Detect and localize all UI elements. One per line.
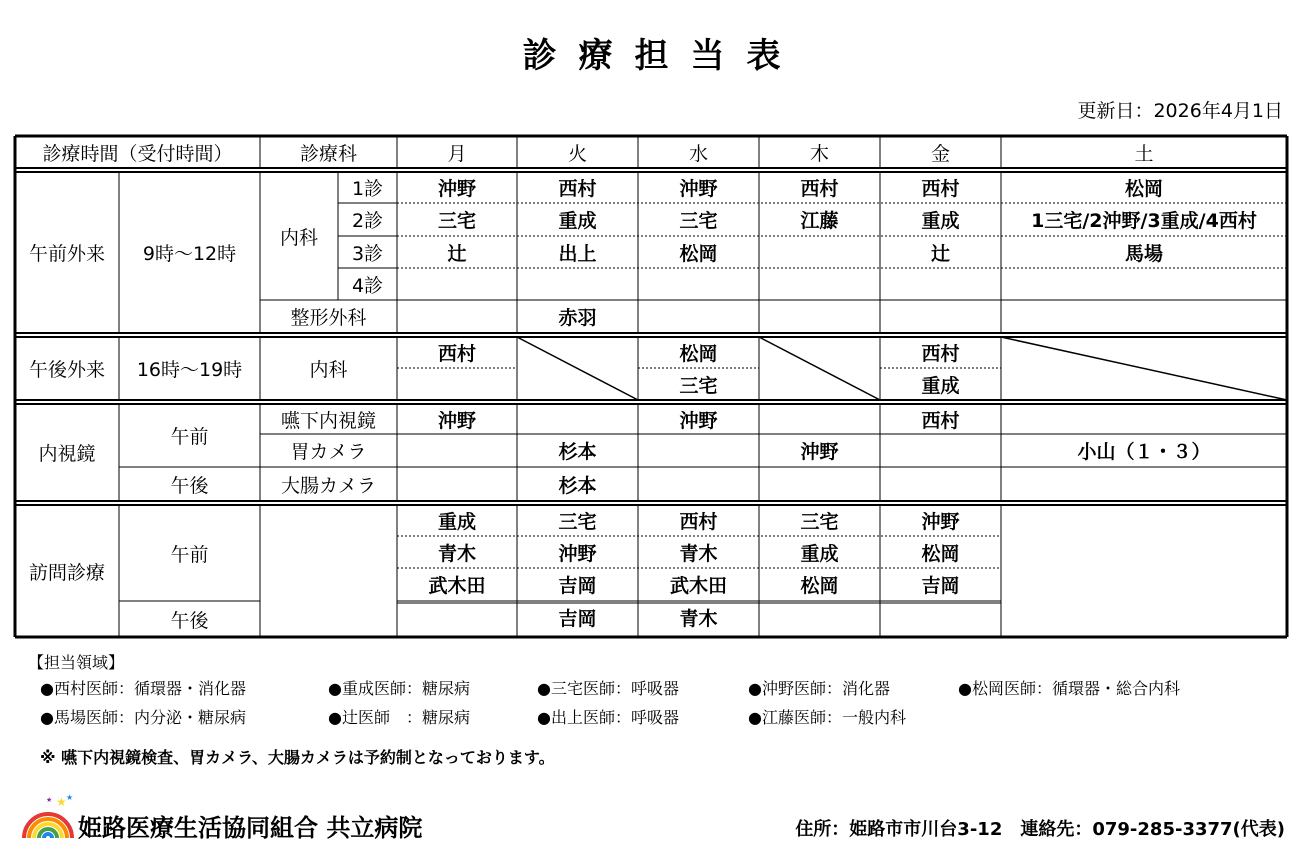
doctor-cell: 青木: [679, 542, 718, 565]
doctor-cell: 武木田: [428, 575, 486, 597]
room-label: 3診: [351, 242, 384, 265]
doctor-cell: 三宅: [800, 511, 839, 533]
room-label: 1診: [351, 178, 384, 200]
legend-item: ●辻医師 ：糖尿病: [328, 708, 470, 727]
doctor-cell: 西村: [437, 343, 476, 365]
svg-text:★: ★: [46, 796, 53, 804]
doctor-cell: 松岡: [800, 575, 839, 597]
doctor-cell: 馬場: [1124, 242, 1163, 265]
exam-type-label: 嚥下内視鏡: [280, 409, 376, 432]
doctor-cell: 西村: [921, 343, 960, 365]
period-label: 午前: [170, 426, 209, 448]
exam-type-label: 胃カメラ: [290, 441, 367, 463]
rainbow-logo-icon: [20, 792, 76, 840]
doctor-cell: [880, 601, 1001, 634]
doctor-cell: 吉岡: [558, 575, 597, 597]
legend-item: ●重成医師：糖尿病: [328, 679, 470, 698]
doctor-cell: 沖野: [679, 178, 718, 200]
doctor-cell: 赤羽: [558, 307, 597, 329]
doctor-cell: [1001, 268, 1287, 300]
doctor-cell: [759, 404, 880, 434]
doctor-cell: 辻: [930, 242, 950, 265]
doctor-cell: [880, 300, 1001, 333]
doctor-cell: 杉本: [558, 474, 597, 497]
doctor-cell: 重成: [921, 374, 960, 397]
doctor-cell: 出上: [558, 242, 597, 265]
doctor-cell: [759, 300, 880, 333]
doctor-cell: 三宅: [679, 374, 718, 397]
hours-label: 16時～19時: [136, 359, 243, 381]
period-label: 午後: [170, 609, 209, 632]
doctor-cell: 三宅: [679, 210, 718, 232]
doctor-cell: 沖野: [437, 178, 476, 200]
doctor-cell: 松岡: [679, 242, 718, 265]
doctor-cell: 重成: [921, 210, 960, 232]
period-label: 午後: [170, 474, 209, 497]
section-label: 午前外来: [28, 243, 105, 265]
organization-name: 姫路医療生活協同組合 共立病院: [78, 814, 423, 842]
doctor-cell: [638, 467, 759, 501]
day-header: 土: [1134, 142, 1154, 165]
doctor-cell: 西村: [679, 511, 718, 533]
doctor-cell: 松岡: [679, 343, 718, 365]
doctor-cell: [759, 236, 880, 268]
doctor-cell: [880, 467, 1001, 501]
legend-item: ●三宅医師：呼吸器: [537, 679, 679, 698]
doctor-cell: 吉岡: [558, 608, 597, 630]
dept-label: 内科: [309, 359, 348, 381]
doctor-cell: 西村: [558, 178, 597, 200]
doctor-cell: [638, 434, 759, 467]
doctor-cell: 吉岡: [921, 575, 960, 597]
exam-type-label: 大腸カメラ: [280, 474, 376, 497]
updated-date: 更新日：2026年4月1日: [1077, 100, 1283, 122]
doctor-cell: 松岡: [1124, 178, 1163, 200]
doctor-cell: [638, 268, 759, 300]
doctor-cell: 沖野: [679, 409, 718, 432]
doctor-cell: [759, 268, 880, 300]
hours-label: 9時～12時: [142, 243, 237, 265]
doctor-cell: 青木: [437, 542, 476, 565]
legend-title: 【担当領域】: [28, 653, 125, 672]
doctor-cell: [880, 434, 1001, 467]
doctor-cell: [397, 434, 517, 467]
doctor-cell: [397, 601, 517, 634]
doctor-cell: 西村: [921, 409, 960, 432]
doctor-cell: [638, 300, 759, 333]
day-header: 木: [809, 142, 829, 165]
doctor-cell: [1001, 300, 1287, 333]
doctor-cell: 沖野: [800, 441, 839, 463]
doctor-cell: 三宅: [558, 511, 597, 533]
doctor-cell: [1001, 467, 1287, 501]
legend-item: ●馬場医師：内分泌・糖尿病: [40, 708, 246, 727]
day-header: 水: [688, 142, 708, 165]
svg-text:★: ★: [56, 795, 67, 809]
doctor-cell: 小山（１・３）: [1077, 441, 1211, 463]
doctor-cell: 沖野: [921, 511, 960, 533]
doctor-cell: 1三宅/2沖野/3重成/4西村: [1031, 210, 1257, 232]
room-label: 4診: [351, 274, 384, 297]
doctor-cell: [1001, 404, 1287, 434]
doctor-cell: [517, 404, 638, 434]
svg-text:★: ★: [66, 793, 74, 802]
header-time: 診療時間（受付時間）: [42, 142, 233, 165]
doctor-cell: [397, 268, 517, 300]
doctor-cell: [759, 467, 880, 501]
legend-item: ●松岡医師：循環器・総合内科: [958, 679, 1180, 698]
doctor-cell: 沖野: [558, 542, 597, 565]
doctor-cell: [517, 268, 638, 300]
doctor-cell: [759, 601, 880, 634]
doctor-cell: 西村: [921, 178, 960, 200]
period-label: 午前: [170, 543, 209, 566]
legend-item: ●西村医師：循環器・消化器: [40, 679, 246, 698]
section-label: 訪問診療: [28, 561, 105, 584]
page-title: 診療担当表: [522, 36, 803, 76]
room-label: 2診: [351, 210, 384, 232]
doctor-cell: [880, 268, 1001, 300]
closed-slash: [1001, 337, 1287, 400]
doctor-cell: 江藤: [800, 210, 839, 232]
doctor-cell: [397, 467, 517, 501]
doctor-cell: 重成: [800, 542, 839, 565]
section-label: 内視鏡: [38, 443, 96, 465]
doctor-cell: 青木: [679, 608, 718, 630]
day-header: 金: [930, 142, 950, 165]
doctor-cell: 重成: [437, 511, 476, 533]
doctor-cell: 辻: [447, 242, 467, 265]
doctor-cell: 三宅: [437, 210, 476, 232]
reservation-note: ※ 嚥下内視鏡検査、胃カメラ、大腸カメラは予約制となっております。: [40, 748, 555, 767]
doctor-cell: 重成: [558, 210, 597, 232]
doctor-cell: [397, 300, 517, 333]
dept-label: 整形外科: [290, 307, 367, 329]
doctor-cell: 西村: [800, 178, 839, 200]
doctor-cell: 杉本: [558, 441, 597, 463]
day-header: 月: [447, 142, 467, 165]
day-header: 火: [567, 142, 587, 165]
dept-label: 内科: [279, 226, 318, 249]
legend-item: ●出上医師：呼吸器: [537, 708, 679, 727]
doctor-cell: 武木田: [669, 575, 727, 597]
doctor-cell: 松岡: [921, 542, 960, 565]
header-dept: 診療科: [299, 142, 357, 165]
doctor-cell: 沖野: [437, 409, 476, 432]
legend-item: ●江藤医師：一般内科: [748, 708, 906, 727]
legend-item: ●沖野医師：消化器: [748, 679, 890, 698]
section-label: 午後外来: [28, 359, 105, 381]
closed-slash: [759, 337, 880, 400]
closed-slash: [517, 337, 638, 400]
contact-address: 住所：姫路市市川台3-12 連絡先：079-285-3377(代表): [795, 819, 1285, 840]
